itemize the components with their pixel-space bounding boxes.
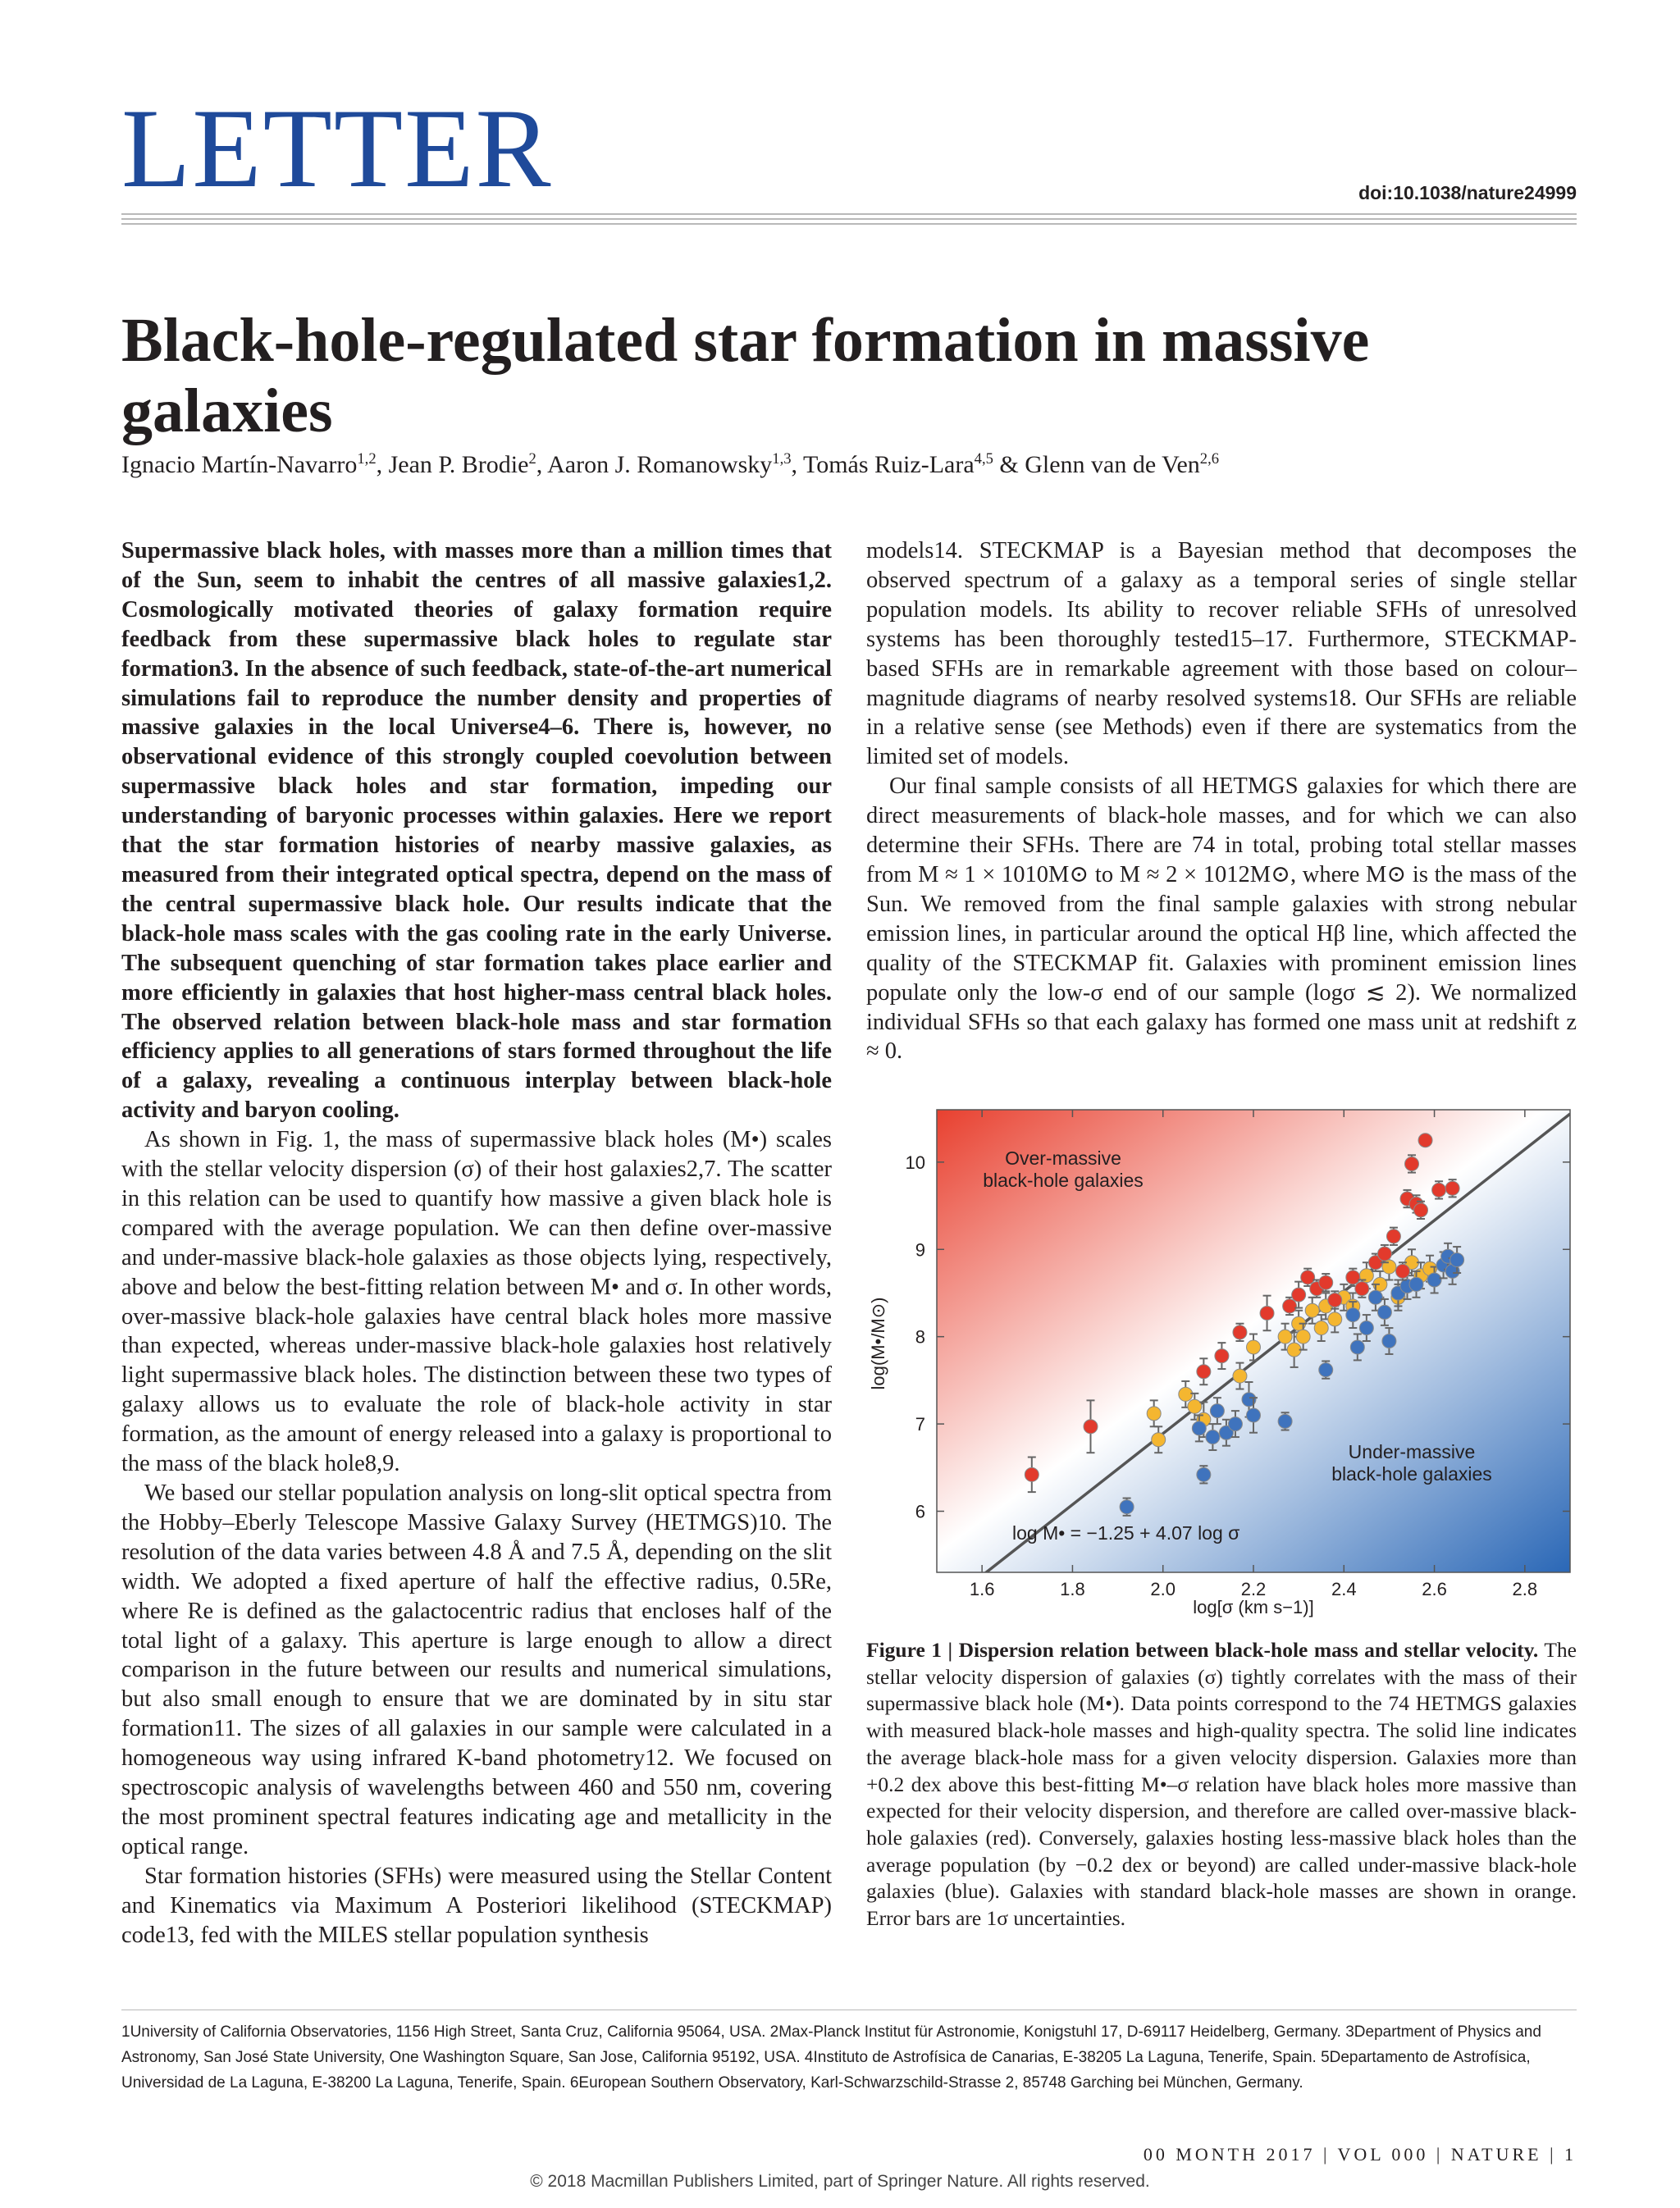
- orange-galaxy-point: [1305, 1303, 1319, 1317]
- article-title: Black-hole-regulated star formation in massive galaxies: [121, 306, 1370, 445]
- blue-galaxy-point: [1409, 1277, 1423, 1291]
- author-affiliation: 1,3: [772, 450, 792, 468]
- right-column: [866, 536, 1577, 1066]
- red-galaxy-point: [1197, 1365, 1211, 1379]
- under-massive-label: black-hole galaxies: [1331, 1463, 1492, 1485]
- x-axis-label: log[σ (km s−1)]: [1193, 1597, 1314, 1617]
- y-tick-label: 7: [915, 1414, 925, 1435]
- header-rule: [121, 218, 1577, 220]
- affiliations: 1University of California Observatories, 1156 High Street, Santa Cruz, California 95064, USA. 2Max-Planck Institut für Astronomie, Konigstuhl 17, D-69117 Heidelberg, Germany. 3Department of Physics and Astronomy, San José State University, One Washington Square, San Jose, California 95192, USA. 4Instituto de Astrofísica de Canarias, E-38205 La Laguna, Tenerife, Spain. 5Departamento de Astrofísica, Universidad de La Laguna, E-38200 La Laguna, Tenerife, Spain. 6European Southern Observatory, Karl-Schwarzschild-Strasse 2, 85748 Garching bei München, Germany.: [121, 2023, 1541, 2092]
- header-rule: [121, 223, 1577, 225]
- x-tick-label: 1.8: [1060, 1579, 1085, 1599]
- issue-footer: 00 MONTH 2017 | VOL 000 | NATURE | 1: [1143, 2144, 1577, 2165]
- author-name: Jean P. Brodie: [388, 451, 529, 478]
- blue-galaxy-point: [1120, 1500, 1134, 1514]
- red-galaxy-point: [1328, 1293, 1342, 1307]
- body-paragraph: models14. STECKMAP is a Bayesian method that decomposes the observed spectrum of a galaxy as a temporal series of single stellar population models. Its ability to recover reliable SFHs of unresolved systems has been thoroughly tested15–17. Furthermore, STECKMAP-based SFHs are in remarkable agreement with those based on colour–magnitude diagrams of nearby resolved systems18. Our SFHs are reliable in a relative sense (see Methods) even if there are systematics from the limited set of models.: [866, 538, 1577, 770]
- blue-galaxy-point: [1368, 1290, 1382, 1304]
- orange-galaxy-point: [1278, 1330, 1292, 1344]
- x-tick-label: 2.8: [1512, 1579, 1538, 1599]
- msigma-chart: [866, 1099, 1580, 1632]
- author-name: Aaron J. Romanowsky: [547, 451, 773, 478]
- blue-galaxy-point: [1206, 1430, 1220, 1444]
- red-galaxy-point: [1215, 1349, 1229, 1363]
- left-column: [121, 536, 832, 1950]
- orange-galaxy-point: [1188, 1399, 1202, 1413]
- red-galaxy-point: [1319, 1275, 1333, 1289]
- fit-equation-label: log M• = −1.25 + 4.07 log σ: [1012, 1522, 1240, 1544]
- orange-galaxy-point: [1328, 1312, 1342, 1326]
- orange-galaxy-point: [1147, 1407, 1161, 1421]
- blue-galaxy-point: [1346, 1308, 1360, 1322]
- author-affiliation: 1,2: [357, 450, 377, 468]
- body-paragraph: As shown in Fig. 1, the mass of supermassive black holes (M•) scales with the stellar velocity dispersion (σ) of their host galaxies2,7. The scatter in this relation can be used to quantify how massive a given black hole is compared with the average population. We can then define over-massive and under-massive black-hole galaxies as those objects lying, respectively, above and below the best-fitting relation between M• and σ. In other words, over-massive black-hole galaxies have central black holes more massive than expected, whereas under-massive black-hole galaxies host relatively light supermassive black holes. The distinction between these two types of galaxy allows us to evaluate the role of black-hole activity in star formation, as the amount of energy released into a galaxy is proportional to the mass of the black hole8,9.: [121, 1127, 832, 1477]
- figure-caption-label: Figure 1 | Dispersion relation between black-hole mass and stellar velocity.: [866, 1638, 1539, 1662]
- blue-galaxy-point: [1427, 1273, 1441, 1287]
- blue-galaxy-point: [1319, 1363, 1333, 1377]
- x-tick-label: 2.4: [1331, 1579, 1357, 1599]
- copyright-notice: © 2018 Macmillan Publishers Limited, part of Springer Nature. All rights reserved.: [530, 2172, 1150, 2191]
- author-name: Ignacio Martín-Navarro: [121, 451, 358, 478]
- blue-galaxy-point: [1210, 1404, 1224, 1418]
- over-massive-label: Over-massive: [1005, 1147, 1121, 1169]
- orange-galaxy-point: [1287, 1343, 1301, 1357]
- red-galaxy-point: [1386, 1229, 1400, 1243]
- under-massive-label: Under-massive: [1348, 1441, 1476, 1462]
- blue-galaxy-point: [1450, 1253, 1464, 1267]
- body-paragraph: Star formation histories (SFHs) were measured using the Stellar Content and Kinematics via Maximum A Posteriori likelihood (STECKMAP) code13, fed with the MILES stellar population synthesis: [121, 1863, 832, 1948]
- blue-galaxy-point: [1359, 1321, 1373, 1335]
- orange-galaxy-point: [1247, 1340, 1261, 1354]
- x-tick-label: 2.2: [1240, 1579, 1267, 1599]
- red-galaxy-point: [1084, 1420, 1098, 1434]
- y-axis-label: log(M•/M⊙): [868, 1297, 888, 1390]
- author-name: Glenn van de Ven: [1025, 451, 1200, 478]
- blue-galaxy-point: [1197, 1467, 1211, 1481]
- red-galaxy-point: [1283, 1299, 1297, 1313]
- red-galaxy-point: [1395, 1264, 1409, 1278]
- red-galaxy-point: [1346, 1271, 1360, 1284]
- abstract: Supermassive black holes, with masses more than a million times that of the Sun, seem to inhabit the centres of all massive galaxies1,2. Cosmologically motivated theories of galaxy formation require feedback from these supermassive black holes to regulate star formation3. In the absence of such feedback, state-of-the-art numerical simulations fail to reproduce the number density and properties of massive galaxies in the local Universe4–6. There is, however, no observational evidence of this strongly coupled coevolution between supermassive black holes and star formation, impeding our understanding of baryonic processes within galaxies. Here we report that the star formation histories of nearby massive galaxies, as measured from their integrated optical spectra, depend on the mass of the central supermassive black hole. Our results indicate that the black-hole mass scales with the gas cooling rate in the early Universe. The subsequent quenching of star formation takes place earlier and more efficiently in galaxies that host higher-mass central black holes. The observed relation between black-hole mass and star formation efficiency applies to all generations of stars formed throughout the life of a galaxy, revealing a continuous interplay between black-hole activity and baryon cooling.: [121, 538, 832, 1124]
- blue-galaxy-point: [1278, 1414, 1292, 1428]
- y-tick-label: 9: [915, 1239, 925, 1261]
- red-galaxy-point: [1418, 1134, 1432, 1147]
- orange-galaxy-point: [1152, 1433, 1166, 1447]
- orange-galaxy-point: [1179, 1387, 1193, 1401]
- figure-caption-text: The stellar velocity dispersion of galaxies (σ) tightly correlates with the mass of their supermassive black hole (M•). Data points correspond to the 74 HETMGS galaxies with measured black-hole masses and high-quality spectra. The solid line indicates the average black-hole mass for a given velocity dispersion. Galaxies more than +0.2 dex above this best-fitting M•–σ relation have black holes more massive than expected for their velocity dispersion, and therefore are called over-massive black-hole galaxies (red). Conversely, galaxies hosting less-massive black holes than the average population (by −0.2 dex or beyond) are called under-massive black-hole galaxies (blue). Galaxies with standard black-hole masses are shown in orange. Error bars are 1σ uncertainties.: [866, 1638, 1577, 1931]
- red-galaxy-point: [1405, 1156, 1419, 1170]
- figure-caption: [866, 1637, 1577, 1932]
- blue-galaxy-point: [1350, 1340, 1364, 1354]
- red-galaxy-point: [1432, 1183, 1446, 1197]
- red-galaxy-point: [1355, 1282, 1369, 1296]
- red-galaxy-point: [1292, 1288, 1306, 1302]
- author-affiliation: 4,5: [974, 450, 993, 468]
- red-galaxy-point: [1301, 1271, 1315, 1284]
- x-tick-label: 2.6: [1422, 1579, 1447, 1599]
- author-affiliation: 2: [528, 450, 536, 468]
- doi-label[interactable]: doi:10.1038/nature24999: [1358, 182, 1577, 203]
- author-name: Tomás Ruiz-Lara: [802, 451, 975, 478]
- blue-galaxy-point: [1247, 1408, 1261, 1422]
- red-galaxy-point: [1445, 1181, 1459, 1195]
- author-list: Ignacio Martín-Navarro$^{1,2}$, Jean P. Brodie$^2$, Aaron J. Romanowsky$^{1,3}$, Tomás Ruiz-Lara$^{4,5}$ & Glenn van de Ven$^{2,6}$: [121, 450, 1220, 478]
- blue-galaxy-point: [1192, 1421, 1206, 1435]
- y-tick-label: 6: [915, 1501, 925, 1522]
- orange-galaxy-point: [1314, 1321, 1328, 1335]
- author-affiliation: 2,6: [1199, 450, 1220, 468]
- y-tick-label: 10: [905, 1152, 925, 1173]
- header-rule: [121, 213, 1577, 215]
- body-paragraph: We based our stellar population analysis on long-slit optical spectra from the Hobby–Eberly Telescope Massive Galaxy Survey (HETMGS)10. The resolution of the data varies between 4.8 Å and 7.5 Å, depending on the slit width. We adopted a fixed aperture of half the effective radius, 0.5Re, where Re is defined as the galactocentric radius that encloses half of the total light of a galaxy. This aperture is large enough to allow a direct comparison in the future between our results and numerical simulations, but also small enough to ensure that we are dominated by in situ star formation11. The sizes of all galaxies in our sample were calculated in a homogeneous way using infrared K-band photometry12. We focused on spectroscopic analysis of wavelengths between 460 and 550 nm, covering the most prominent spectral features indicating age and metallicity in the optical range.: [121, 1480, 832, 1859]
- red-galaxy-point: [1260, 1306, 1274, 1320]
- blue-galaxy-point: [1377, 1305, 1391, 1319]
- red-galaxy-point: [1233, 1325, 1247, 1339]
- x-tick-label: 2.0: [1150, 1579, 1176, 1599]
- red-galaxy-point: [1414, 1203, 1428, 1217]
- body-paragraph: Our final sample consists of all HETMGS galaxies for which there are direct measurements of black-hole masses, and for which we can also determine their SFHs. There are 74 in total, probing total stellar masses from M ≈ 1 × 1010M⊙ to M ≈ 2 × 1012M⊙, where M⊙ is the mass of the Sun. We removed from the final sample galaxies with strong nebular emission lines, in particular around the optical Hβ line, which affected the quality of the STECKMAP fit. Galaxies with prominent emission lines populate only the low-σ end of our sample (logσ ≲ 2). We normalized individual SFHs so that each galaxy has formed one mass unit at redshift z ≈ 0.: [866, 773, 1577, 1065]
- red-galaxy-point: [1377, 1247, 1391, 1261]
- x-tick-label: 1.6: [969, 1579, 995, 1599]
- red-galaxy-point: [1025, 1467, 1039, 1481]
- blue-galaxy-point: [1382, 1334, 1396, 1348]
- y-tick-label: 8: [915, 1326, 925, 1348]
- orange-galaxy-point: [1296, 1330, 1310, 1344]
- over-massive-label: black-hole galaxies: [983, 1170, 1144, 1191]
- blue-galaxy-point: [1228, 1417, 1242, 1431]
- orange-galaxy-point: [1233, 1369, 1247, 1383]
- figure-1: [866, 1099, 1580, 1632]
- journal-masthead: LETTER: [121, 85, 553, 211]
